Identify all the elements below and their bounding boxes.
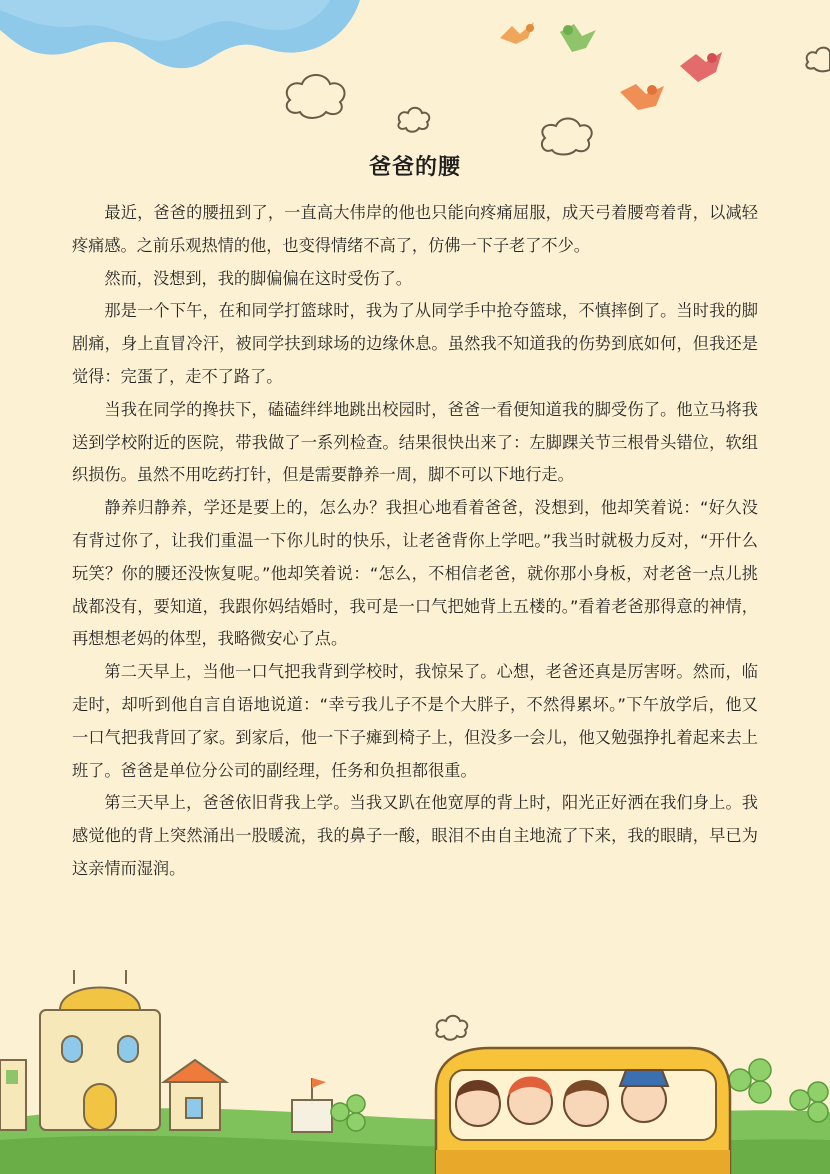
bird-icon [680, 52, 722, 82]
paragraph: 最近，爸爸的腰扭到了，一直高大伟岸的他也只能向疼痛屈服，成天弓着腰弯着背，以减轻疼痛感。之前乐观热情的他，也变得情绪不高了，仿佛一下子老了不少。 [72, 203, 758, 255]
child-icon [620, 1070, 668, 1122]
cloud-icon [398, 108, 429, 132]
paragraph: 当我在同学的搀扶下，磕磕绊绊地跳出校园时，爸爸一看便知道我的脚受伤了。他立马将我送到学校附近的医院，带我做了一系列检查。结果很快出来了：左脚踝关节三根骨头错位，软组织损伤。虽然不用吃药打针，但是需要静养一周，脚不可以下地行走。 [72, 399, 758, 485]
paragraph: 那是一个下午，在和同学打篮球时，我为了从同学手中抢夺篮球，不慎摔倒了。当时我的脚剧痛，身上直冒冷汗，被同学扶到球场的边缘休息。虽然我不知道我的伤势到底如何，但我还是觉得：完蛋了，走不了路了。 [72, 301, 758, 386]
clover-icon [729, 1059, 771, 1103]
bird-icon [500, 22, 534, 44]
castle-icon [40, 970, 160, 1130]
child-icon [564, 1080, 608, 1126]
child-icon [456, 1080, 500, 1126]
child-icon [508, 1077, 552, 1125]
bird-icon [560, 24, 596, 52]
house-icon [164, 1060, 226, 1130]
cloud-icon [287, 75, 345, 118]
paragraph: 第二天早上，当他一口气把我背到学校时，我惊呆了。心想，老爸还真是厉害呀。然而，临走时，却听到他自言自语地说道：“幸亏我儿子不是个大胖子，不然得累坏。”下午放学后，他又一口气把我背回了家。到家后，他一下子瘫到椅子上，但没多一会儿，他又勉强挣扎着起来去上班了。爸爸是单位分公司的副经理，任务和负担都很重。 [72, 662, 758, 780]
house-icon [0, 1060, 26, 1130]
cloud-icon [806, 48, 830, 72]
cloud-icon [436, 1016, 467, 1040]
paragraph: 静养归静养，学还是要上的，怎么办？我担心地看着爸爸，没想到，他却笑着说：“好久没有背过你了，让我们重温一下你儿时的快乐，让老爸背你上学吧。”我当时就极力反对，“开什么玩笑？你的腰还没恢复呢。”他却笑着说：“怎么，不相信老爸，就你那小身板，对老爸一点儿挑战都没有，要知道，我跟你妈结婚时，我可是一口气把她背上五楼的。”看着老爸那得意的神情，再想想老妈的体型，我略微安心了点。 [72, 498, 758, 649]
paragraph: 第三天早上，爸爸依旧背我上学。当我又趴在他宽厚的背上时，阳光正好洒在我们身上。我感觉他的背上突然涌出一股暖流，我的鼻子一酸，眼泪不由自主地流了下来，我的眼睛，早已为这亲情而湿润。 [72, 793, 758, 878]
article [72, 150, 758, 886]
bird-icon [620, 84, 664, 110]
house-icon [292, 1078, 332, 1132]
paragraph: 然而，没想到，我的脚偏偏在这时受伤了。 [104, 268, 412, 288]
article-title: 爸爸的腰 [368, 155, 461, 180]
